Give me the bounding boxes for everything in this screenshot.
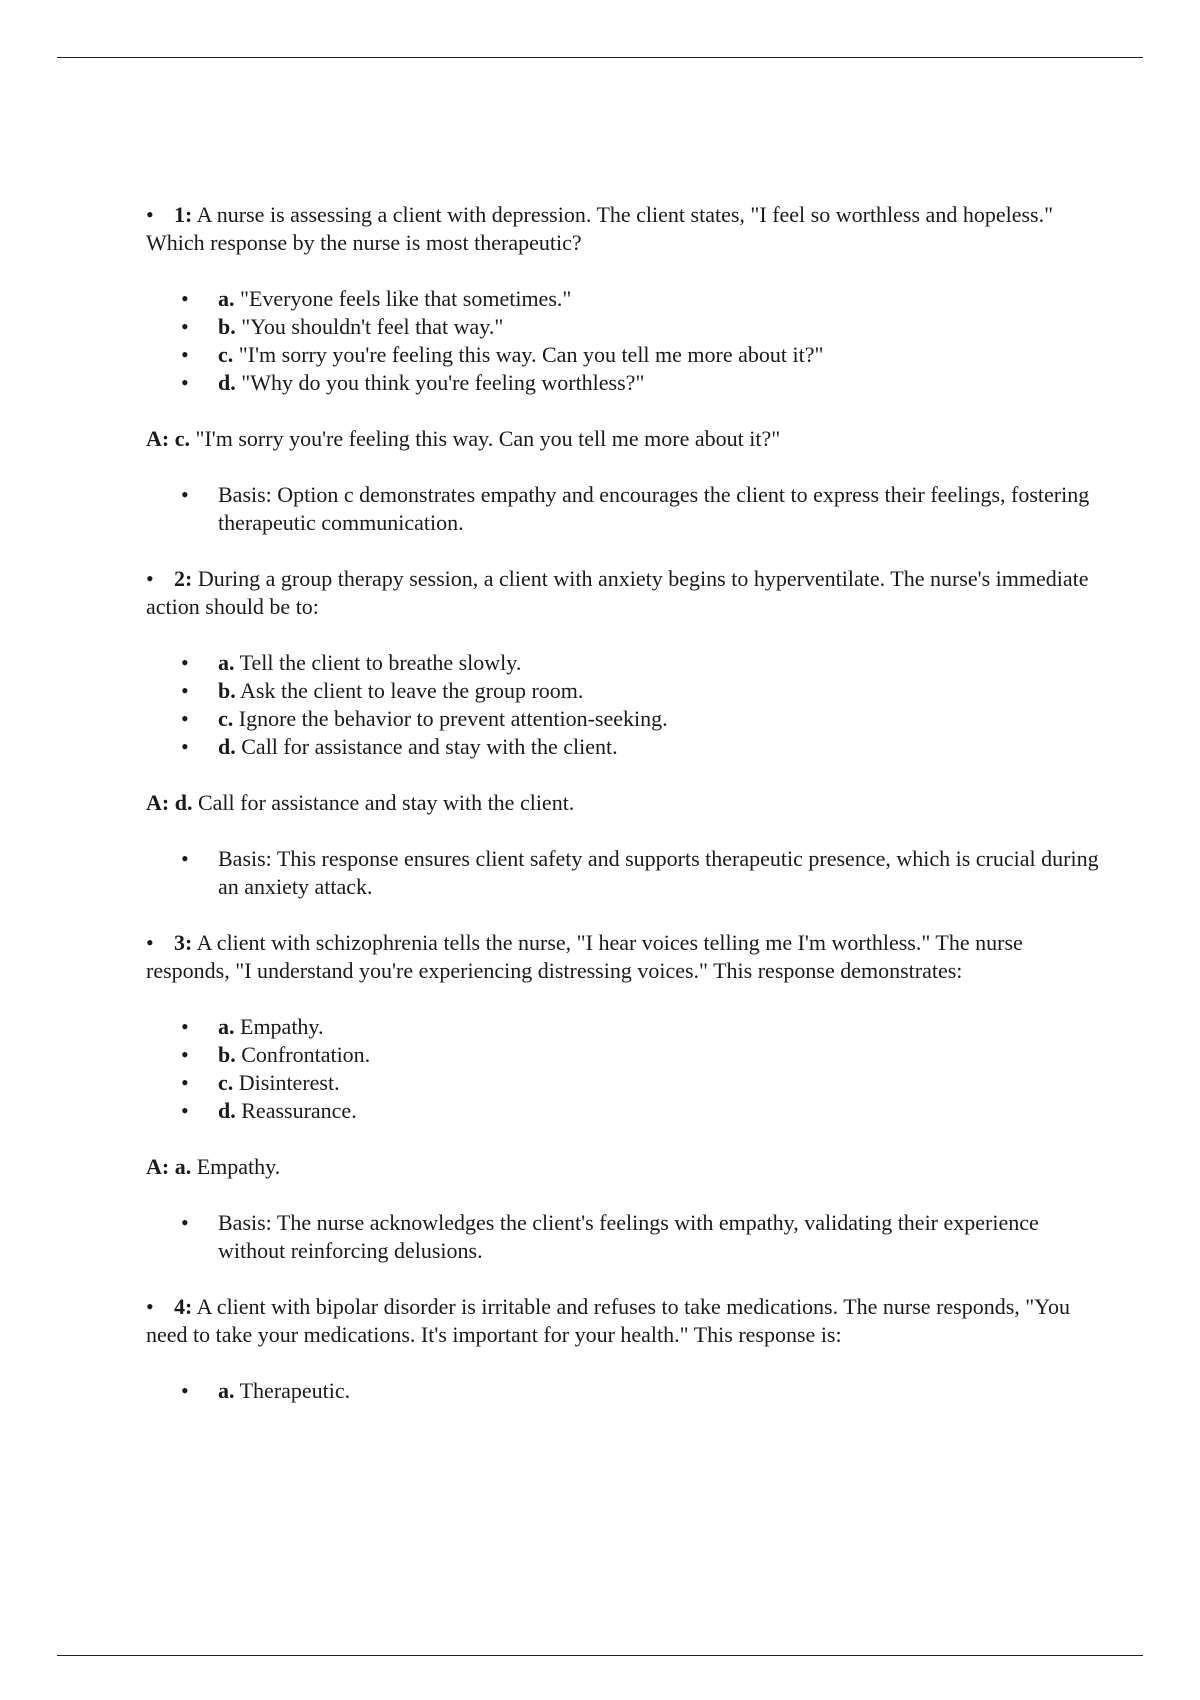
- option-item: [146, 369, 1106, 397]
- question-text: A nurse is assessing a client with depression. The client states, "I feel so worthless and hopeless." Which response by the nurse is most therapeutic?: [146, 202, 1054, 255]
- question-number: 1:: [174, 202, 193, 227]
- option-item: [146, 677, 1106, 705]
- question-number: 2:: [174, 566, 193, 591]
- answer-text: Call for assistance and stay with the client.: [197, 790, 575, 815]
- option-letter: d.: [218, 1098, 236, 1123]
- option-text: Ignore the behavior to prevent attention-seeking.: [238, 706, 668, 731]
- option-text: Tell the client to breathe slowly.: [239, 650, 522, 675]
- option-item: [146, 1013, 1106, 1041]
- basis-text: • Basis: Option c demonstrates empathy and encourages the client to express their feelings, fostering therapeutic communication.: [146, 481, 1106, 537]
- option-item: [146, 1069, 1106, 1097]
- options-list-3: [146, 1013, 1106, 1125]
- option-item: [146, 1097, 1106, 1125]
- question-number: 3:: [174, 930, 193, 955]
- answer-letter: c.: [174, 426, 190, 451]
- answer-2: [146, 789, 1106, 817]
- basis-text: • Basis: The nurse acknowledges the client's feelings with empathy, validating their experience without reinforcing delusions.: [146, 1209, 1106, 1265]
- option-item: [146, 1041, 1106, 1069]
- answer-1: [146, 425, 1106, 453]
- option-letter: a.: [218, 1378, 235, 1403]
- answer-text: "I'm sorry you're feeling this way. Can you tell me more about it?": [195, 426, 781, 451]
- option-letter: d.: [218, 734, 236, 759]
- option-text: Reassurance.: [241, 1098, 357, 1123]
- option-letter: b.: [218, 1042, 236, 1067]
- option-text: Therapeutic.: [239, 1378, 351, 1403]
- option-text: Call for assistance and stay with the client.: [241, 734, 618, 759]
- answer-3: [146, 1153, 1106, 1181]
- top-divider: [57, 57, 1143, 58]
- options-list-4: [146, 1377, 1106, 1405]
- answer-prefix: A:: [146, 1154, 170, 1179]
- question-3: • 3: A client with schizophrenia tells the nurse, "I hear voices telling me I'm worthless." The nurse responds, "I understand you're experiencing distressing voices." This response demonstrates:: [146, 930, 1023, 983]
- options-list-1: [146, 285, 1106, 397]
- answer-letter: a.: [174, 1154, 192, 1179]
- option-text: "You shouldn't feel that way.": [241, 314, 504, 339]
- option-item: [146, 733, 1106, 761]
- bottom-divider: [57, 1655, 1143, 1656]
- basis-text: • Basis: This response ensures client safety and supports therapeutic presence, which is crucial during an anxiety attack.: [146, 845, 1106, 901]
- option-item: [146, 313, 1106, 341]
- question-text: During a group therapy session, a client with anxiety begins to hyperventilate. The nurse's immediate action should be to:: [146, 566, 1089, 619]
- option-item: [146, 285, 1106, 313]
- option-letter: c.: [218, 706, 234, 731]
- option-text: Disinterest.: [238, 1070, 340, 1095]
- basis-list-2: [146, 845, 1106, 901]
- option-text: Confrontation.: [241, 1042, 371, 1067]
- option-letter: d.: [218, 370, 236, 395]
- answer-text: Empathy.: [196, 1154, 281, 1179]
- question-1: • 1: A nurse is assessing a client with depression. The client states, "I feel so worthless and hopeless." Which response by the nurse is most therapeutic?: [146, 202, 1054, 255]
- option-text: Empathy.: [240, 1014, 324, 1039]
- option-item: [146, 341, 1106, 369]
- option-item: [146, 705, 1106, 733]
- question-2: • 2: During a group therapy session, a client with anxiety begins to hyperventilate. The nurse's immediate action should be to:: [146, 566, 1089, 619]
- question-text: A client with bipolar disorder is irritable and refuses to take medications. The nurse responds, "You need to take your medications. It's important for your health." This response is:: [146, 1294, 1070, 1347]
- answer-letter: d.: [174, 790, 193, 815]
- option-letter: c.: [218, 1070, 234, 1095]
- option-letter: b.: [218, 678, 236, 703]
- option-text: "Everyone feels like that sometimes.": [240, 286, 572, 311]
- option-text: "Why do you think you're feeling worthless?": [241, 370, 645, 395]
- option-letter: a.: [218, 650, 235, 675]
- question-text: A client with schizophrenia tells the nurse, "I hear voices telling me I'm worthless." The nurse responds, "I understand you're experiencing distressing voices." This response demonstrates:: [146, 930, 1023, 983]
- basis-list-3: [146, 1209, 1106, 1265]
- option-text: Ask the client to leave the group room.: [240, 678, 584, 703]
- question-4: • 4: A client with bipolar disorder is irritable and refuses to take medications. The nurse responds, "You need to take your medications. It's important for your health." This response is:: [146, 1294, 1070, 1347]
- option-letter: b.: [218, 314, 236, 339]
- options-list-2: [146, 649, 1106, 761]
- document-body: [146, 201, 1106, 1433]
- option-item: [146, 649, 1106, 677]
- option-text: "I'm sorry you're feeling this way. Can you tell me more about it?": [238, 342, 824, 367]
- option-letter: a.: [218, 286, 235, 311]
- answer-prefix: A:: [146, 426, 170, 451]
- question-number: 4:: [174, 1294, 193, 1319]
- option-letter: a.: [218, 1014, 235, 1039]
- option-item: [146, 1377, 1106, 1405]
- basis-list-1: [146, 481, 1106, 537]
- answer-prefix: A:: [146, 790, 170, 815]
- option-letter: c.: [218, 342, 234, 367]
